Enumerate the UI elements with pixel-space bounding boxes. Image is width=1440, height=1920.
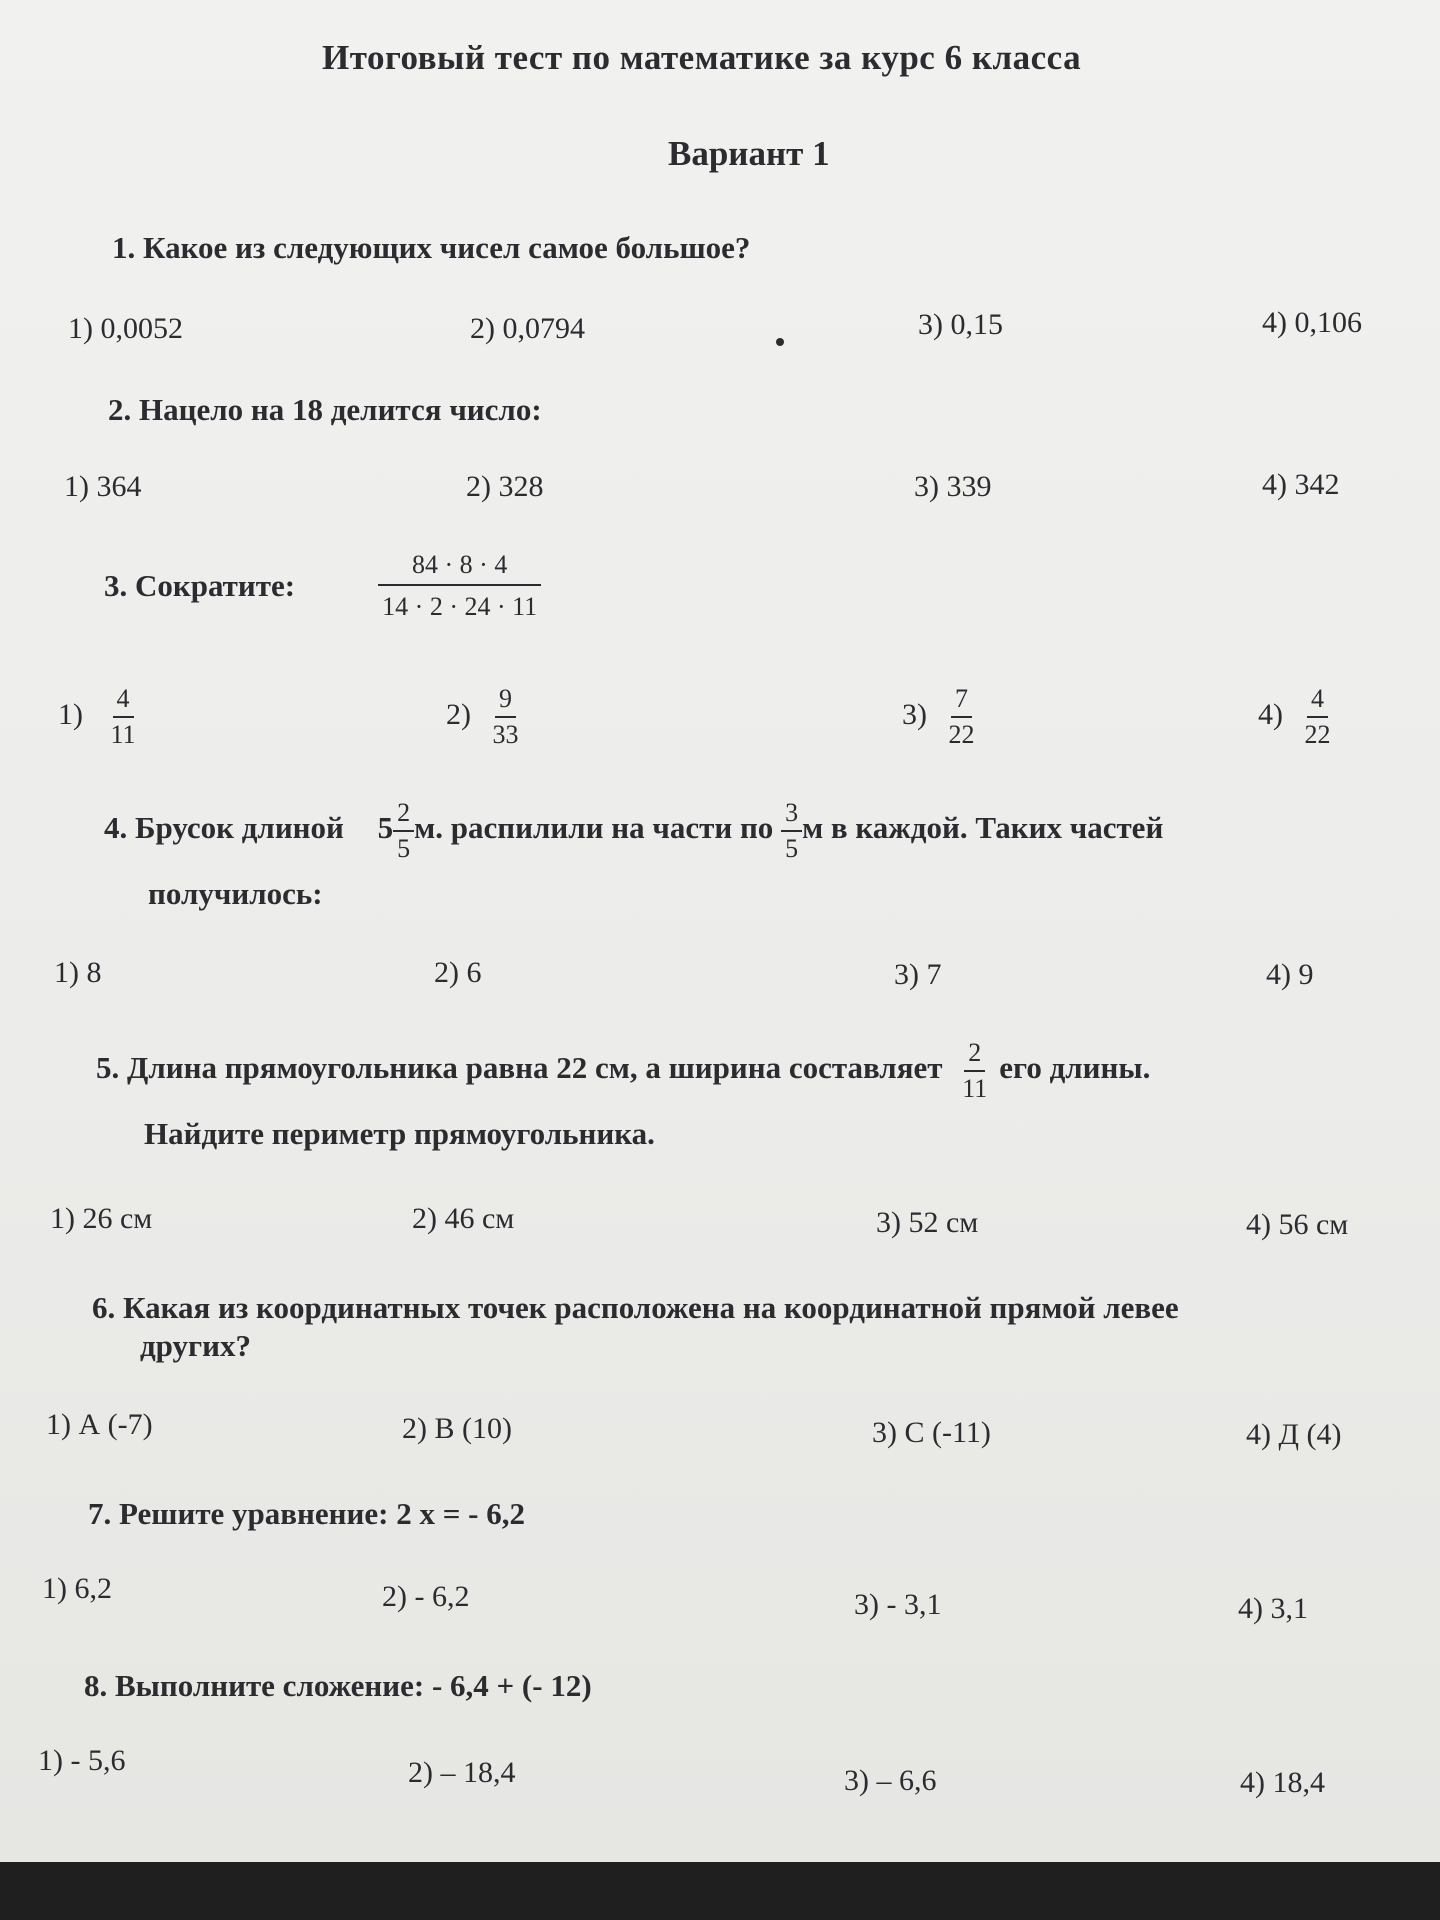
- variant-heading: Вариант 1: [668, 134, 830, 173]
- question-8: 8. Выполните сложение: - 6,4 + (- 12): [84, 1668, 592, 1703]
- q3-option-3: [902, 686, 979, 748]
- question-3: 3. Сократите:: [104, 568, 296, 603]
- q3-option-1-num: 4: [113, 686, 134, 718]
- q4-option-3: 3) 7: [894, 958, 942, 991]
- q3-option-2-den: 33: [492, 720, 519, 749]
- q1-option-1: 1) 0,0052: [68, 312, 183, 345]
- q7-option-2: 2) - 6,2: [382, 1580, 470, 1613]
- q3-option-4: [1258, 686, 1335, 748]
- q5-option-2: 2) 46 см: [412, 1202, 515, 1235]
- page-title: Итоговый тест по математике за курс 6 класса: [322, 38, 1082, 77]
- q5-option-1: 1) 26 см: [50, 1202, 153, 1235]
- q6-option-1: 1) А (-7): [46, 1408, 153, 1441]
- q7-option-3: 3) - 3,1: [854, 1588, 942, 1621]
- q8-option-4: 4) 18,4: [1240, 1766, 1325, 1799]
- q4-text-c: м в каждой. Таких частей: [802, 810, 1164, 846]
- q8-option-1: 1) - 5,6: [38, 1744, 126, 1777]
- q3-option-3-label: 3): [902, 697, 927, 731]
- q8-option-3: 3) – 6,6: [844, 1764, 937, 1797]
- q3-option-4-num: 4: [1307, 686, 1328, 718]
- question-5: [96, 1040, 1150, 1102]
- q5-frac-den: 11: [962, 1074, 988, 1103]
- q3-option-3-num: 7: [951, 686, 972, 718]
- q4-part-num: 3: [781, 800, 802, 832]
- q3-expression: [378, 552, 541, 620]
- q2-option-3: 3) 339: [914, 470, 992, 503]
- q6-text-b: других?: [140, 1328, 251, 1363]
- q3-option-4-label: 4): [1258, 697, 1283, 731]
- q4-text-b: м. распилили на части по: [414, 810, 774, 846]
- q5-option-4: 4) 56 см: [1246, 1208, 1349, 1241]
- q4-mixed-num: 2: [393, 800, 414, 832]
- q6-option-4: 4) Д (4): [1246, 1418, 1342, 1451]
- q3-option-1-den: 11: [110, 720, 136, 749]
- q4-mixed-whole: 5: [377, 810, 394, 846]
- q6-option-3: 3) С (-11): [872, 1416, 991, 1449]
- question-2: 2. Нацело на 18 делится число:: [108, 392, 542, 427]
- q7-option-1: 1) 6,2: [42, 1572, 112, 1605]
- q3-option-2-label: 2): [446, 697, 471, 731]
- q3-option-2: [446, 686, 523, 748]
- q6-option-2: 2) В (10): [402, 1412, 512, 1445]
- q4-text-a: 4. Брусок длиной: [104, 810, 344, 846]
- q4-mixed-den: 5: [397, 834, 411, 863]
- q5-text-b: его длины.: [999, 1050, 1151, 1086]
- q2-option-4: 4) 342: [1262, 468, 1340, 501]
- q5-text-c: Найдите периметр прямоугольника.: [144, 1116, 655, 1151]
- q3-option-4-den: 22: [1304, 720, 1331, 749]
- q3-option-1-label: 1): [58, 697, 83, 731]
- question-6: 6. Какая из координатных точек расположена на координатной прямой левее: [92, 1290, 1179, 1325]
- q4-option-1: 1) 8: [54, 956, 102, 989]
- question-4: [104, 800, 1163, 862]
- q1-option-4: 4) 0,106: [1262, 306, 1362, 339]
- q3-option-3-den: 22: [948, 720, 975, 749]
- question-1: 1. Какое из следующих чисел самое большое?: [112, 230, 751, 265]
- q3-option-2-num: 9: [495, 686, 516, 718]
- q3-denominator: 14 · 2 · 24 · 11: [382, 592, 538, 621]
- q1-option-2: 2) 0,0794: [470, 312, 585, 345]
- q5-text-a: 5. Длина прямоугольника равна 22 см, а ширина составляет: [96, 1050, 943, 1086]
- q5-frac-num: 2: [964, 1040, 985, 1072]
- q4-text-d: получилось:: [148, 876, 323, 911]
- background-below-sheet: [0, 1862, 1440, 1920]
- question-7: 7. Решите уравнение: 2 x = - 6,2: [88, 1496, 525, 1531]
- q3-numerator: 84 · 8 · 4: [378, 552, 541, 586]
- q2-option-2: 2) 328: [466, 470, 544, 503]
- q4-option-4: 4) 9: [1266, 958, 1314, 991]
- q2-option-1: 1) 364: [64, 470, 142, 503]
- q7-option-4: 4) 3,1: [1238, 1592, 1308, 1625]
- q8-option-2: 2) – 18,4: [408, 1756, 516, 1789]
- q1-option-3: 3) 0,15: [918, 308, 1003, 341]
- q4-option-2: 2) 6: [434, 956, 482, 989]
- q3-option-1: [58, 686, 140, 748]
- q5-option-3: 3) 52 см: [876, 1206, 979, 1239]
- q4-part-den: 5: [785, 834, 799, 863]
- stray-dot: [776, 338, 784, 346]
